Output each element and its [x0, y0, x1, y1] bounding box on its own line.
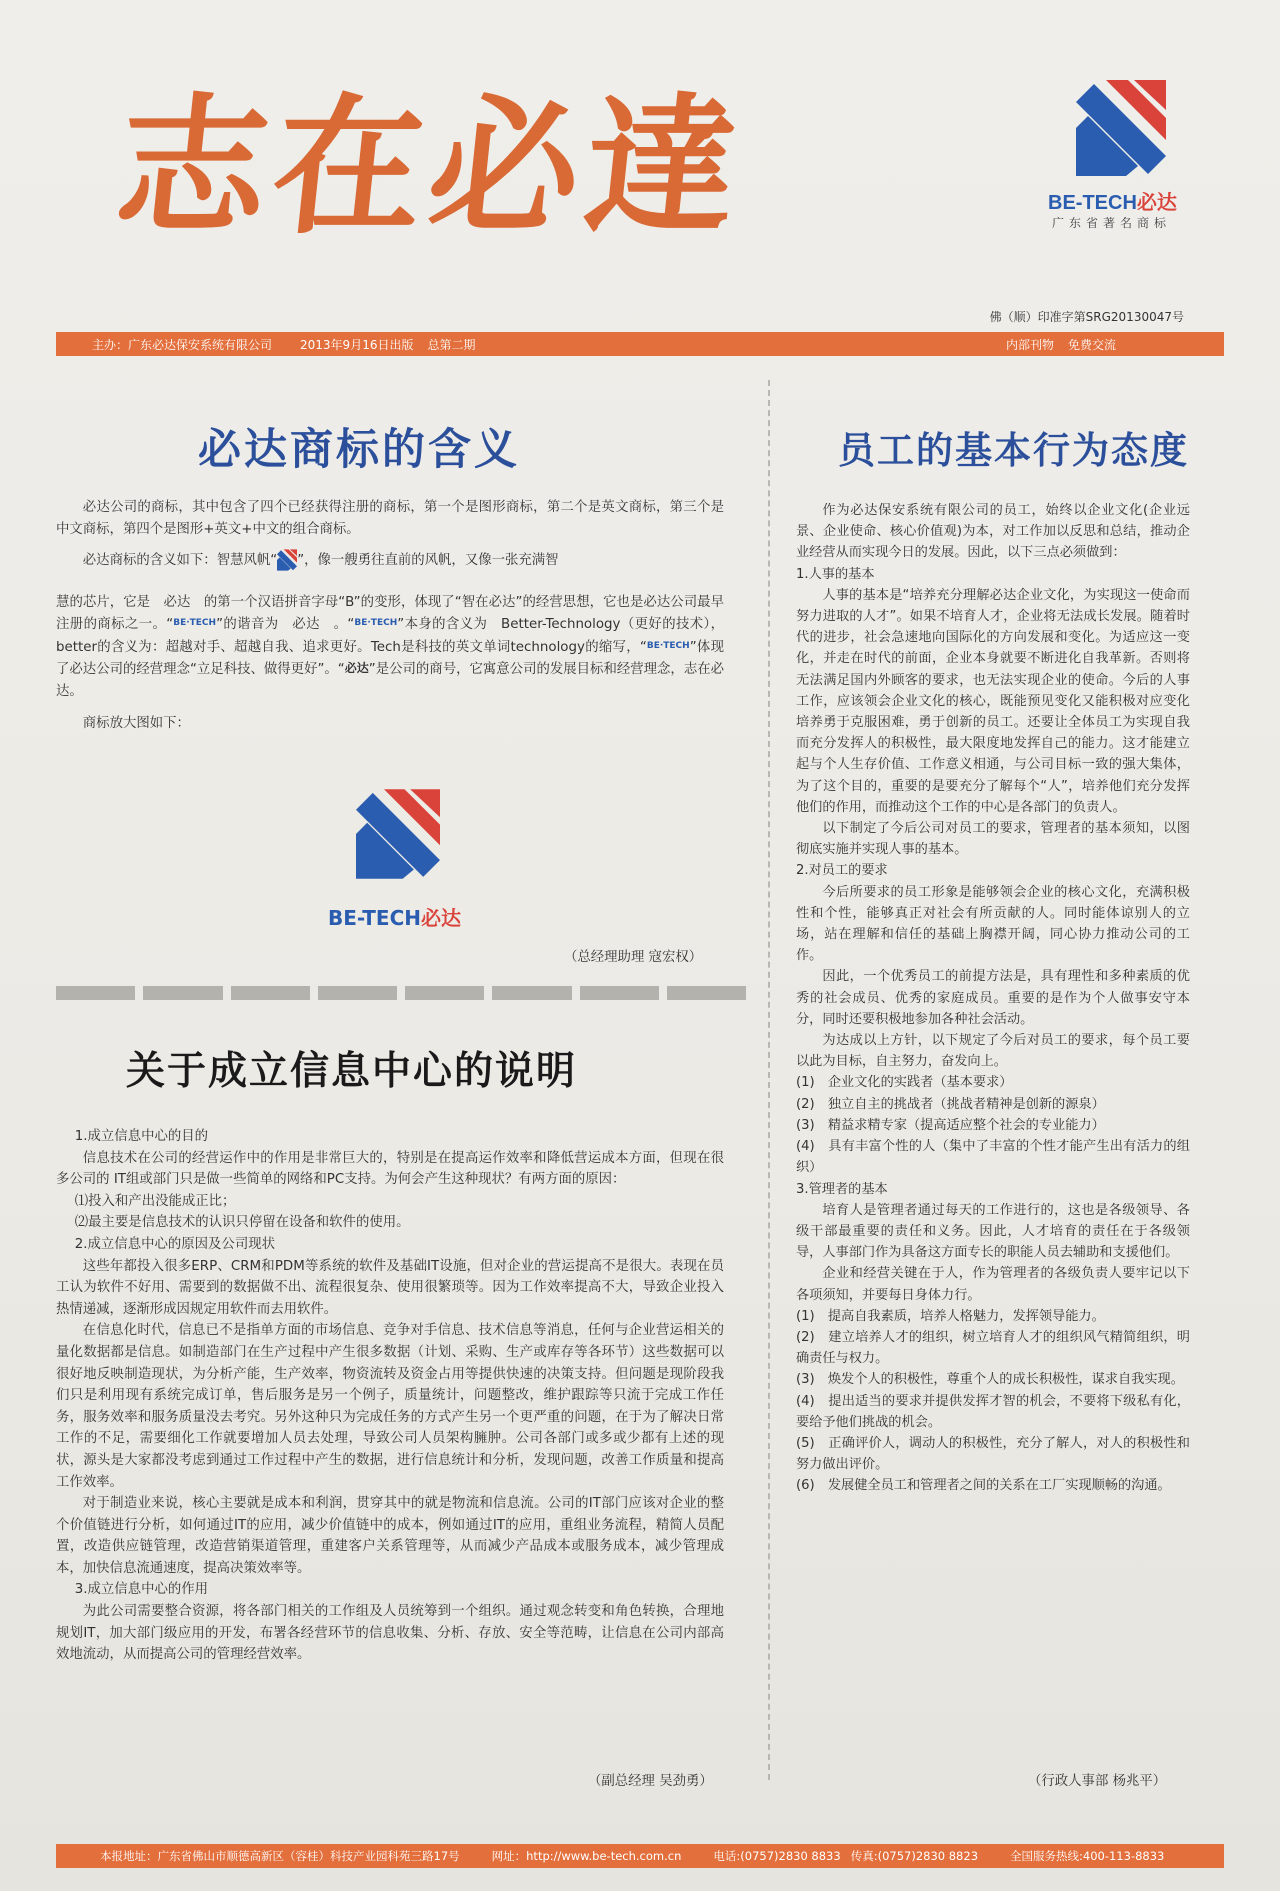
trademark-signature: （总经理助理 寇宏权）: [564, 950, 703, 965]
separator-block: [56, 986, 135, 1000]
issue-number: 总第二期: [427, 337, 476, 352]
section-heading: 1.人事的基本: [796, 566, 875, 582]
paragraph: 企业和经营关键在于人，作为管理者的各级负责人要牢记以下各项须知，并要每日身体力行。: [796, 1266, 1190, 1303]
list-item: (1) 提高自我素质，培养人格魅力，发挥领导能力。: [796, 1308, 1105, 1324]
section-heading: 3.成立信息中心的作用: [74, 1582, 209, 1598]
footer-fax: 传真:(0757)2830 8823: [850, 1849, 979, 1863]
section-heading: 1.成立信息中心的目的: [74, 1129, 209, 1144]
publisher: 主办：广东必达保安系统有限公司: [92, 337, 273, 352]
text-run: ”体现了必达公司的经营理念“立足科技、做得更好”。“: [56, 639, 724, 677]
paragraph: 作为必达保安系统有限公司的员工，始终以企业文化(企业远景、企业使命、核心价值观)为本，对工作加以反思和总结，推动企业经营从而实现今日的发展。因此，以下三点必须做到：: [796, 503, 1190, 561]
paragraph: 在信息化时代，信息已不是指单方面的市场信息、竞争对手信息、技术信息等消息，任何与企业营运相关的量化数据都是信息。如制造部门在生产过程中产生很多数据（计划、采购、生产或库存等各环节）这些数据可以很好地反映制造现状，为分析产能，生产效率，物资流转及资金占用等提供快速的决策支持。但问题是现阶段我们只是利用现有系统完成订单，售后服务是另一个例子，质量统计，问题整改，维护跟踪等只流于完成工作任务，服务效率和服务质量没去考究。另外这种只为完成任务的方式产生另一个更严重的问题，在于为了解决日常工作的不足，需要细化工作就要增加人员去处理，导致公司人员架构臃肿。公司各部门或多或少都有上述的现状，源头是大家都没考虑到通过工作过程中产生的数据，进行信息统计和分析，发现问题，改善工作质量和提高工作效率。: [56, 1323, 724, 1490]
trademark-article-body: [56, 497, 724, 735]
column-divider: [768, 380, 770, 1780]
list-item: ⑴投入和产出没能成正比；: [74, 1193, 236, 1209]
brand-subtitle: 广东省著名商标: [1052, 216, 1172, 230]
list-item: (2) 独立自主的挑战者（挑战者精神是创新的源泉）: [796, 1096, 1105, 1112]
paragraph: 为达成以上方针，以下规定了今后对员工的要求，每个员工要以此为目标，自主努力，奋发向上。: [796, 1033, 1190, 1070]
separator-block: [231, 986, 310, 1000]
brand-cn: 必达: [1136, 192, 1177, 214]
paragraph: 培育人是管理者通过每天的工作进行的，这也是各级领导、各级干部最重要的责任和义务。因此，人才培育的责任在于各级领导，人事部门作为具备这方面专长的职能人员去辅助和支援他们。: [796, 1202, 1190, 1261]
separator-block: [580, 986, 659, 1000]
footer-bar: [56, 1844, 1224, 1868]
separator-block: [405, 986, 484, 1000]
betech-sail-logo-icon: [277, 549, 297, 571]
free-label: 免费交流: [1067, 337, 1116, 352]
list-item: (4) 提出适当的要求并提供发挥才智的机会，不要将下级私有化，要给予他们挑战的机会。: [796, 1393, 1190, 1430]
paragraph: 人事的基本是“培养充分理解必达企业文化，为实现这一使命而努力进取的人才”。如果不培育人才，企业将无法成长发展。随着时代的进步，社会急速地向国际化的方向发展和变化。为适应这一变化，并走在时代的前面，企业本身就要不断进化自我革新。否则将无法满足国内外顾客的要求，也无法实现企业的使命。今后的人事工作，应该领会企业文化的核心，既能预见变化又能积极对应变化培养勇于克服困难，勇于创新的员工。还要让全体员工为实现自我而充分发挥人的积极性，最大限度地发挥自己的能力。这才能建立起与个人生存价值、工作意义相通，与公司目标一致的强大集体，为了这个目的，重要的是要充分了解每个“人”，培养他们充分发挥他们的作用，而推动这个工作的中心是各部门的负责人。: [796, 587, 1190, 815]
paragraph: 以下制定了今后公司对员工的要求，管理者的基本须知，以图彻底实施并实现人事的基本。: [796, 821, 1190, 858]
separator-block: [318, 986, 397, 1000]
paragraph: 这些年都投入很多ERP、CRM和PDM等系统的软件及基础IT设施，但对企业的营运提高不是很大。表现在员工认为软件不好用、需要到的数据做不出、流程很复杂、使用很繁琐等。因为工作效率提高不大，导致企业投入热情递减，逐渐形成因规定用软件而去用软件。: [56, 1258, 724, 1317]
section-separator: [56, 986, 746, 1000]
brand-cn: 必达: [421, 906, 461, 930]
paragraph: 商标放大图如下：: [82, 716, 190, 732]
staff-article-body: [796, 500, 1190, 1497]
info-center-article-body: [56, 1126, 724, 1666]
info-center-signature: （副总经理 吴劲勇）: [588, 1774, 713, 1789]
internal-label: 内部刊物: [1005, 337, 1054, 352]
info-bar: [56, 332, 1224, 356]
staff-signature: （行政人事部 杨兆平）: [1028, 1774, 1167, 1789]
publish-date: 2013年9月16日出版: [300, 337, 414, 352]
list-item: (3) 焕发个人的积极性，尊重个人的成长积极性，谋求自我实现。: [796, 1372, 1184, 1388]
inline-brand-en: BE·TECH: [354, 618, 398, 629]
paragraph: 今后所要求的员工形象是能够领会企业的核心文化，充满积极性和个性，能够真正对社会有所贡献的人。同时能体谅别人的立场，站在理解和信任的基础上胸襟开阔，同心协力推动公司的工作。: [796, 884, 1190, 964]
betech-sail-logo-icon: [1076, 80, 1166, 176]
text-run: ”的谐音为 必达 。“: [216, 617, 355, 633]
paragraph: 对于制造业来说，核心主要就是成本和利润，贯穿其中的就是物流和信息流。公司的IT部门应该对企业的整个价值链进行分析，如何通过IT的应用，减少价值链中的成本，例如通过IT的应用，重组业务流程，精简人员配置，改造供应链管理，改造营销渠道管理，重建客户关系管理等，从而减少产品成本或服务成本，减少管理成本，加快信息流通速度，提高决策效率等。: [56, 1496, 724, 1576]
inline-brand-en: BE·TECH: [173, 618, 217, 629]
separator-block: [143, 986, 222, 1000]
text-run: ”是公司的商号，它寓意公司的发展目标和经营理念，志在必达。: [56, 661, 725, 699]
brand-logo-large-text: [328, 902, 461, 931]
paragraph: 因此，一个优秀员工的前提方法是，具有理性和多种素质的优秀的社会成员、优秀的家庭成员。重要的是作为个人做事安守本分，同时还要积极地参加各种社会活动。: [796, 969, 1190, 1027]
section-heading: 2.对员工的要求: [796, 863, 888, 879]
paragraph: [56, 592, 724, 702]
list-item: (6) 发展健全员工和管理者之间的关系在工厂实现顺畅的沟通。: [796, 1478, 1171, 1494]
brand-en: BE-TECH: [328, 906, 421, 930]
brand-logo-text: [1048, 186, 1177, 215]
separator-block: [667, 986, 746, 1000]
print-permit: 佛（顺）印准字第SRG20130047号: [989, 310, 1184, 324]
masthead-title: 志在必達: [108, 79, 752, 255]
list-item: (3) 精益求精专家（提高适应整个社会的专业能力）: [796, 1117, 1105, 1133]
section-heading: 3.管理者的基本: [796, 1181, 888, 1197]
list-item: (5) 正确评价人，调动人的积极性，充分了解人，对人的积极性和努力做出评价。: [796, 1435, 1190, 1473]
section-heading: 2.成立信息中心的原因及公司现状: [74, 1236, 275, 1252]
staff-article-title: 员工的基本行为态度: [838, 429, 1189, 472]
inline-brand-en: BE·TECH: [646, 640, 690, 651]
trademark-article-title: 必达商标的含义: [198, 425, 520, 475]
text-run: 必达商标的含义如下：智慧风帆“: [82, 553, 278, 569]
footer-address: 本报地址：广东省佛山市顺德高新区（容桂）科技产业园科苑三路17号: [100, 1849, 460, 1863]
list-item: ⑵最主要是信息技术的认识只停留在设备和软件的使用。: [74, 1215, 410, 1231]
text-run: ”，像一艘勇往直前的风帆，又像一张充满智: [297, 553, 559, 569]
text-run: 慧的芯片，它是 必达 的第一个汉语拼音字母“B”的变形，体现了“智在必达”的经营思想，它也是必达公司最早注册的商标之一。“: [56, 594, 724, 633]
list-item: (2) 建立培养人才的组织，树立培育人才的组织风气精简组织，明确责任与权力。: [796, 1329, 1190, 1367]
paragraph: 必达公司的商标，其中包含了四个已经获得注册的商标，第一个是图形商标，第二个是英文商标，第三个是中文商标，第四个是图形+英文+中文的组合商标。: [56, 500, 724, 537]
paragraph: 为此公司需要整合资源，将各部门相关的工作组及人员统筹到一个组织。通过观念转变和角色转换，合理地规划IT，加大部门级应用的开发，布署各经营环节的信息收集、分析、存放、安全等范畴，让信息在公司内部高效地流动，从而提高公司的管理经营效率。: [56, 1604, 724, 1663]
footer-website[interactable]: 网址：http://www.be-tech.com.cn: [491, 1849, 682, 1863]
betech-sail-logo-large-icon: [356, 786, 440, 882]
brand-en: BE-TECH: [1048, 192, 1137, 214]
list-item: (4) 具有丰富个性的人（集中了丰富的个性才能产生出有活力的组织）: [796, 1139, 1190, 1176]
text-run: ”本身的含义为 Better-Technology（更好的技术），better的含义为：超越对手、超越自我、追求更好。Tech是科技的英文单词technology的缩写，“: [56, 617, 725, 655]
footer-hotline: 全国服务热线:400-113-8833: [1010, 1849, 1165, 1863]
paragraph: [56, 549, 724, 572]
paragraph: 信息技术在公司的经营运作中的作用是非常巨大的，特别是在提高运作效率和降低营运成本方面，但现在很多公司的 IT组或部门只是做一些简单的网络和PC支持。为何会产生这种现状？有两方面的原因：: [56, 1150, 724, 1188]
inline-brand-cn: 必达: [344, 661, 369, 676]
separator-block: [492, 986, 571, 1000]
footer-phone: 电话:(0757)2830 8833: [713, 1849, 841, 1863]
list-item: (1) 企业文化的实践者（基本要求）: [796, 1075, 1013, 1091]
info-center-article-title: 关于成立信息中心的说明: [126, 1049, 578, 1094]
